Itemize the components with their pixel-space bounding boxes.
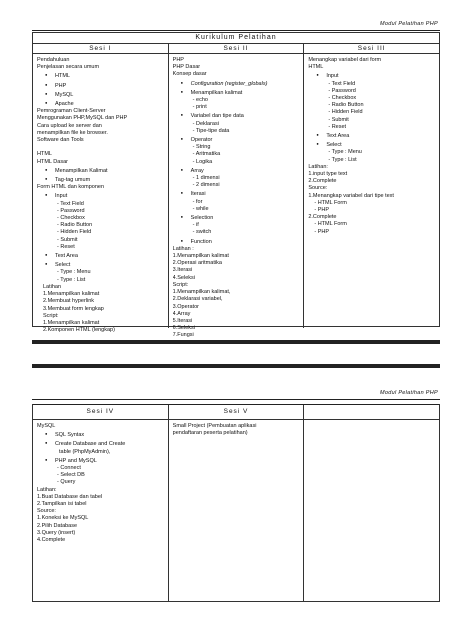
list-item: - Hidden Field xyxy=(57,229,92,236)
table-top-rule xyxy=(33,404,439,405)
list-item: ● Text Area xyxy=(308,131,435,140)
list-item: 3.Query (insert) xyxy=(37,529,76,536)
list-item: 6.Seleksi xyxy=(172,325,195,332)
list-item: Pendahuluan xyxy=(37,57,70,63)
list-item: ● Input xyxy=(37,191,164,200)
list-item: 2.Pilih Database xyxy=(37,522,78,529)
list-item: - Tipe-tipe data xyxy=(192,127,230,134)
list-item: - Password xyxy=(57,207,85,214)
list-item: ● Apache xyxy=(37,99,164,108)
list-item: Small Project (Pembuatan aplikasi xyxy=(172,423,257,429)
list-item: - PHP xyxy=(314,207,330,214)
list-item: - Radio Button xyxy=(328,102,364,109)
list-item: 3.Iterasi xyxy=(172,267,193,274)
list-item: - Type : Menu xyxy=(328,149,362,156)
sesi-3-column xyxy=(304,44,439,328)
list-item: - Select DB xyxy=(57,472,85,479)
list-item: - Checkbox xyxy=(328,95,357,102)
page-separator-bottom xyxy=(32,364,440,368)
list-item: - Checkbox xyxy=(57,215,85,222)
list-item: PHP xyxy=(172,57,184,63)
list-item: HTML xyxy=(308,64,324,71)
list-item: 3.Operator xyxy=(172,303,199,310)
list-item: MySQL xyxy=(37,423,56,429)
list-item: Penjelasan secara umum xyxy=(37,64,100,71)
list-item: ● HTML xyxy=(37,71,164,80)
list-item: - Radio Button xyxy=(57,222,93,229)
list-item: ● Text Area xyxy=(37,251,164,260)
list-item: 2.Complete xyxy=(308,214,337,221)
list-item: ● PHP and MySQL xyxy=(37,456,164,465)
list-item: - PHP xyxy=(314,228,330,235)
list-item: 2.Tampilkan isi tabel xyxy=(37,501,87,508)
list-item: Latihan : xyxy=(172,245,194,252)
list-item: Software dan Tools xyxy=(37,137,84,144)
list-item: Form HTML dan komponen xyxy=(37,184,105,191)
list-item: Menggunakan PHP,MySQL dan PHP xyxy=(37,115,128,122)
list-item: table (PhpMyAdmin), xyxy=(59,448,111,455)
list-item: Menangkap variabel dari form xyxy=(308,57,382,63)
list-item: Latihan: xyxy=(308,163,328,170)
list-item: - Reset xyxy=(328,123,347,130)
list-item: 1.input type text xyxy=(308,171,348,178)
list-item: - for xyxy=(192,198,203,205)
list-item: 1.Menampilkan kalimat xyxy=(43,319,100,326)
list-item: - 2 dimensi xyxy=(192,182,220,189)
list-item: 1.Menangkap variabel dari tipe text xyxy=(308,192,394,199)
list-item: 2.Complete xyxy=(308,178,337,185)
list-item: HTML xyxy=(37,151,52,158)
sesi-4-content xyxy=(33,420,168,544)
list-item: menampilkan file ke browser. xyxy=(37,129,108,136)
list-item: Latihan xyxy=(43,283,62,290)
list-item: ● Select xyxy=(37,260,164,269)
list-item: ● Menampilkan Kalimat xyxy=(37,166,164,175)
list-item: - Text Field xyxy=(328,80,356,87)
list-item: ● Variabel dan tipe data xyxy=(173,111,300,120)
sesi-3-content xyxy=(304,54,439,236)
list-item: 2.Deklarasi variabel, xyxy=(172,296,223,303)
list-item: - Aritmatika xyxy=(192,151,221,158)
list-item: Cara upload ke server dan xyxy=(37,122,102,129)
list-item: HTML Dasar xyxy=(37,158,68,165)
list-item: 5.Iterasi xyxy=(172,317,193,324)
list-item: - Password xyxy=(328,87,356,94)
list-item: Source: xyxy=(37,508,56,515)
list-item: ● Menampilkan kalimat xyxy=(173,88,300,97)
sesi-6-header xyxy=(304,405,439,420)
list-item: ● SQL Syntax xyxy=(37,430,164,439)
list-item: - Submit xyxy=(57,236,78,243)
list-item: 1.Menampilkan kalimat, xyxy=(172,289,231,296)
sesi-6-content xyxy=(304,420,439,423)
list-item: 4.Complete xyxy=(37,537,66,544)
list-item: 1.Koneksi ke MySQL xyxy=(37,515,89,522)
curriculum-table-2 xyxy=(32,404,440,602)
list-item: 2.Komponen HTML (lengkap) xyxy=(43,327,115,334)
list-item: - HTML Form xyxy=(314,199,347,206)
list-item: Pemrograman Client-Server xyxy=(37,108,106,115)
sesi-5-header: Sesi V xyxy=(169,405,304,420)
list-item: - while xyxy=(192,205,209,212)
list-item: Script: xyxy=(172,281,189,288)
list-item: ● Function xyxy=(173,237,300,246)
list-item: - String xyxy=(192,144,211,151)
list-item: 2.Membuat hyperlink xyxy=(43,298,95,305)
list-item: ● MySQL xyxy=(37,90,164,99)
curriculum-table xyxy=(32,32,440,339)
list-item: - if xyxy=(192,222,199,229)
list-item: ● Array xyxy=(173,166,300,175)
page-header-2: Modul Pelatihan PHP xyxy=(380,390,438,396)
list-item: 2.Operasi aritmatika xyxy=(172,260,222,267)
list-item: 1.Buat Database dan tabel xyxy=(37,493,103,500)
list-item: ● Input xyxy=(308,71,435,80)
list-item: - Logika xyxy=(192,158,213,165)
header-rule-2 xyxy=(32,399,440,400)
sesi-1-column xyxy=(33,44,169,334)
list-item: - switch xyxy=(192,229,212,236)
list-item: 3.Membuat form lengkap xyxy=(43,305,104,312)
list-item: - 1 dimensi xyxy=(192,175,220,182)
sesi-4-column xyxy=(33,405,169,602)
sesi-1-content xyxy=(33,54,168,334)
table-title: Kurikulum Pelatihan xyxy=(33,33,439,44)
list-item: - Text Field xyxy=(57,200,84,207)
header-rule xyxy=(32,30,440,31)
list-item: - Type : Menu xyxy=(57,269,91,276)
list-item: - Type : List xyxy=(328,156,357,163)
sesi-2-column xyxy=(169,44,305,339)
list-item: Source: xyxy=(308,185,328,192)
list-item: 7.Fungsi xyxy=(172,332,194,339)
list-item: ● Configuration (register_globals) xyxy=(173,79,300,88)
list-item xyxy=(37,144,164,151)
list-item: Latihan: xyxy=(37,486,57,493)
sesi-2-content xyxy=(169,54,304,340)
sesi-3-header: Sesi III xyxy=(304,44,439,54)
list-item: 4.Array xyxy=(172,310,191,317)
list-item: ● Select xyxy=(308,140,435,149)
list-item: ● Iterasi xyxy=(173,189,300,198)
sesi-1-header: Sesi I xyxy=(33,44,168,54)
list-item: - echo xyxy=(192,97,208,104)
list-item: - Reset xyxy=(57,243,75,250)
list-item: ● Tag-tag umum xyxy=(37,175,164,184)
list-item: ● Operator xyxy=(173,135,300,144)
sesi-5-content xyxy=(169,420,304,437)
list-item: 1.Menampilkan kalimat xyxy=(43,291,100,298)
list-item: - Submit xyxy=(328,116,349,123)
sesi-5-column xyxy=(169,405,305,602)
list-item: - Query xyxy=(57,479,76,486)
list-item: - HTML Form xyxy=(314,221,347,228)
sesi-2-header: Sesi II xyxy=(169,44,304,54)
list-item: Script: xyxy=(43,312,59,319)
list-item: - Type : List xyxy=(57,276,86,283)
page-separator-top xyxy=(32,340,440,344)
list-item: 4.Seleksi xyxy=(172,274,195,281)
list-item: - Connect xyxy=(57,465,81,472)
list-item: ● Selection xyxy=(173,213,300,222)
list-item: pendaftaran peserta pelatihan) xyxy=(172,430,248,437)
list-item: ● Create Database and Create xyxy=(37,439,164,448)
list-item: - Deklarasi xyxy=(192,120,219,127)
list-item: - print xyxy=(192,104,207,111)
sesi-4-header: Sesi IV xyxy=(33,405,168,420)
list-item: Konsep dasar xyxy=(172,71,207,78)
list-item: 1.Menampilkan kalimat xyxy=(172,253,229,260)
sesi-6-column xyxy=(304,405,439,602)
list-item: ● PHP xyxy=(37,81,164,90)
list-item: PHP Dasar xyxy=(172,64,201,71)
list-item: - Hidden Field xyxy=(328,109,363,116)
page-header: Modul Pelatihan PHP xyxy=(380,21,438,27)
